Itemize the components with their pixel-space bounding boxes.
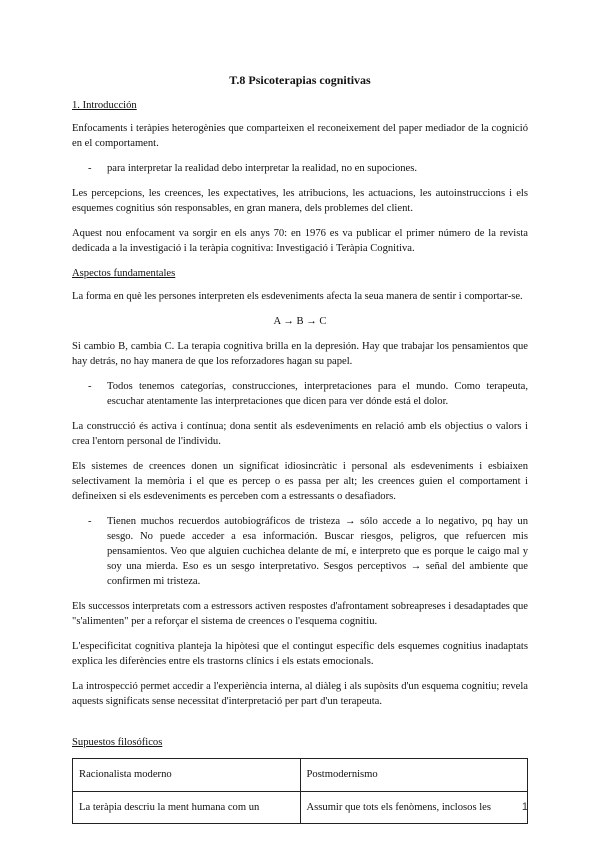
aspects-bullet-1 [72,379,528,409]
intro-paragraph-2: Les percepcions, les creences, les expectatives, les atribucions, les actuacions, les autoinstruccions i els esquemes cognitius són responsables, en gran manera, dels problemes del client. [72,188,528,214]
aspects-paragraph-1: La forma en què les persones interpreten els esdeveniments afecta la seua manera de sentir i comportar-se. [72,291,523,302]
aspects-bullet-2 [72,514,528,589]
table-header-row [73,759,528,792]
aspects-heading: Aspectos fundamentales [72,268,176,279]
table-row [73,792,528,824]
aspects-paragraph-4: Els sistemes de creences donen un significat idiosincràtic i personal als esdeveniments i esbiaixen selectivament la memòria i el que es percep o es passa per alt; les creences guien el comportament i defineixen si els esdeveniments es perceben com a estressants o desafiadors. [72,461,528,502]
bullet-text: Tienen muchos recuerdos autobiográficos de tristeza → sólo accede a lo negativo, pq hay un sesgo. No puede acceder a esa información. Buscar riesgos, peligros, que refuercen mis pensamientos. Veo que alguien cuchichea delante de mí, e interpreto que es porque le caigo mal y soy una mierda. Eso es un sesgo interpretativo. Sesgos perceptivos → señal del ambiente que confirmen mi tristeza. [107,516,528,587]
page-content [72,72,528,824]
abc-model: A → B → C [273,316,327,327]
table-header-cell-2: Postmodernismo [300,759,528,792]
philosophy-table [72,758,528,824]
philosophical-heading: Supuestos filosóficos [72,737,163,748]
dash-bullet-icon: - [88,516,92,527]
section-spacer [72,719,528,735]
dash-bullet-icon: - [88,163,92,174]
aspects-paragraph-3: La construcció és activa i contínua; dona sentit als esdeveniments en relació amb els objectius o valors i crea l'entorn personal de l'individu. [72,421,528,447]
page-title: T.8 Psicoterapias cognitivas [229,73,371,87]
bullet-text: para interpretar la realidad debo interpretar la realidad, no en supociones. [107,163,418,174]
dash-bullet-icon: - [88,381,92,392]
aspects-paragraph-7: La introspecció permet accedir a l'experiència interna, al diàleg i als supòsits d'un esquema cognitiu; revela aquests significats sense necessitat d'interpretació per part d'un terapeuta. [72,681,528,707]
aspects-paragraph-2: Si cambio B, cambia C. La terapia cognitiva brilla en la depresión. Hay que trabajar los pensamientos que hay detrás, no hay manera de que los reforzadores hagan su papel. [72,341,528,367]
page-number: 1 [521,801,528,813]
table-cell-2: Assumir que tots els fenòmens, inclosos les [300,792,528,824]
bullet-text: Todos tenemos categorías, construcciones, interpretaciones para el mundo. Como terapeuta, escuchar atentamente las interpretaciones que dicen para ver dónde está el dolor. [107,381,528,407]
aspects-paragraph-5: Els successos interpretats com a estressors activen respostes d'afrontament sobreapreses i desadaptades que "s'alimenten" per a reforçar el sistema de creences o l'esquema cognitiu. [72,601,528,627]
intro-paragraph-1: Enfocaments i teràpies heterogènies que comparteixen el reconeixement del paper mediador de la cognició en el comportament. [72,123,528,149]
aspects-paragraph-6: L'especificitat cognitiva planteja la hipòtesi que el contingut específic dels esquemes cognitius inadaptats explica les diferències entre els trastorns clínics i els estats emocionals. [72,641,528,667]
table-header-cell-1: Racionalista moderno [73,759,301,792]
intro-paragraph-3: Aquest nou enfocament va sorgir en els anys 70: en 1976 es va publicar el primer número de la revista dedicada a la investigació i la teràpia cognitiva: Investigació i Teràpia Cognitiva. [72,228,528,254]
table-cell-1: La teràpia descriu la ment humana com un [73,792,301,824]
intro-bullet-1 [72,161,528,176]
intro-heading: 1. Introducción [72,100,137,111]
